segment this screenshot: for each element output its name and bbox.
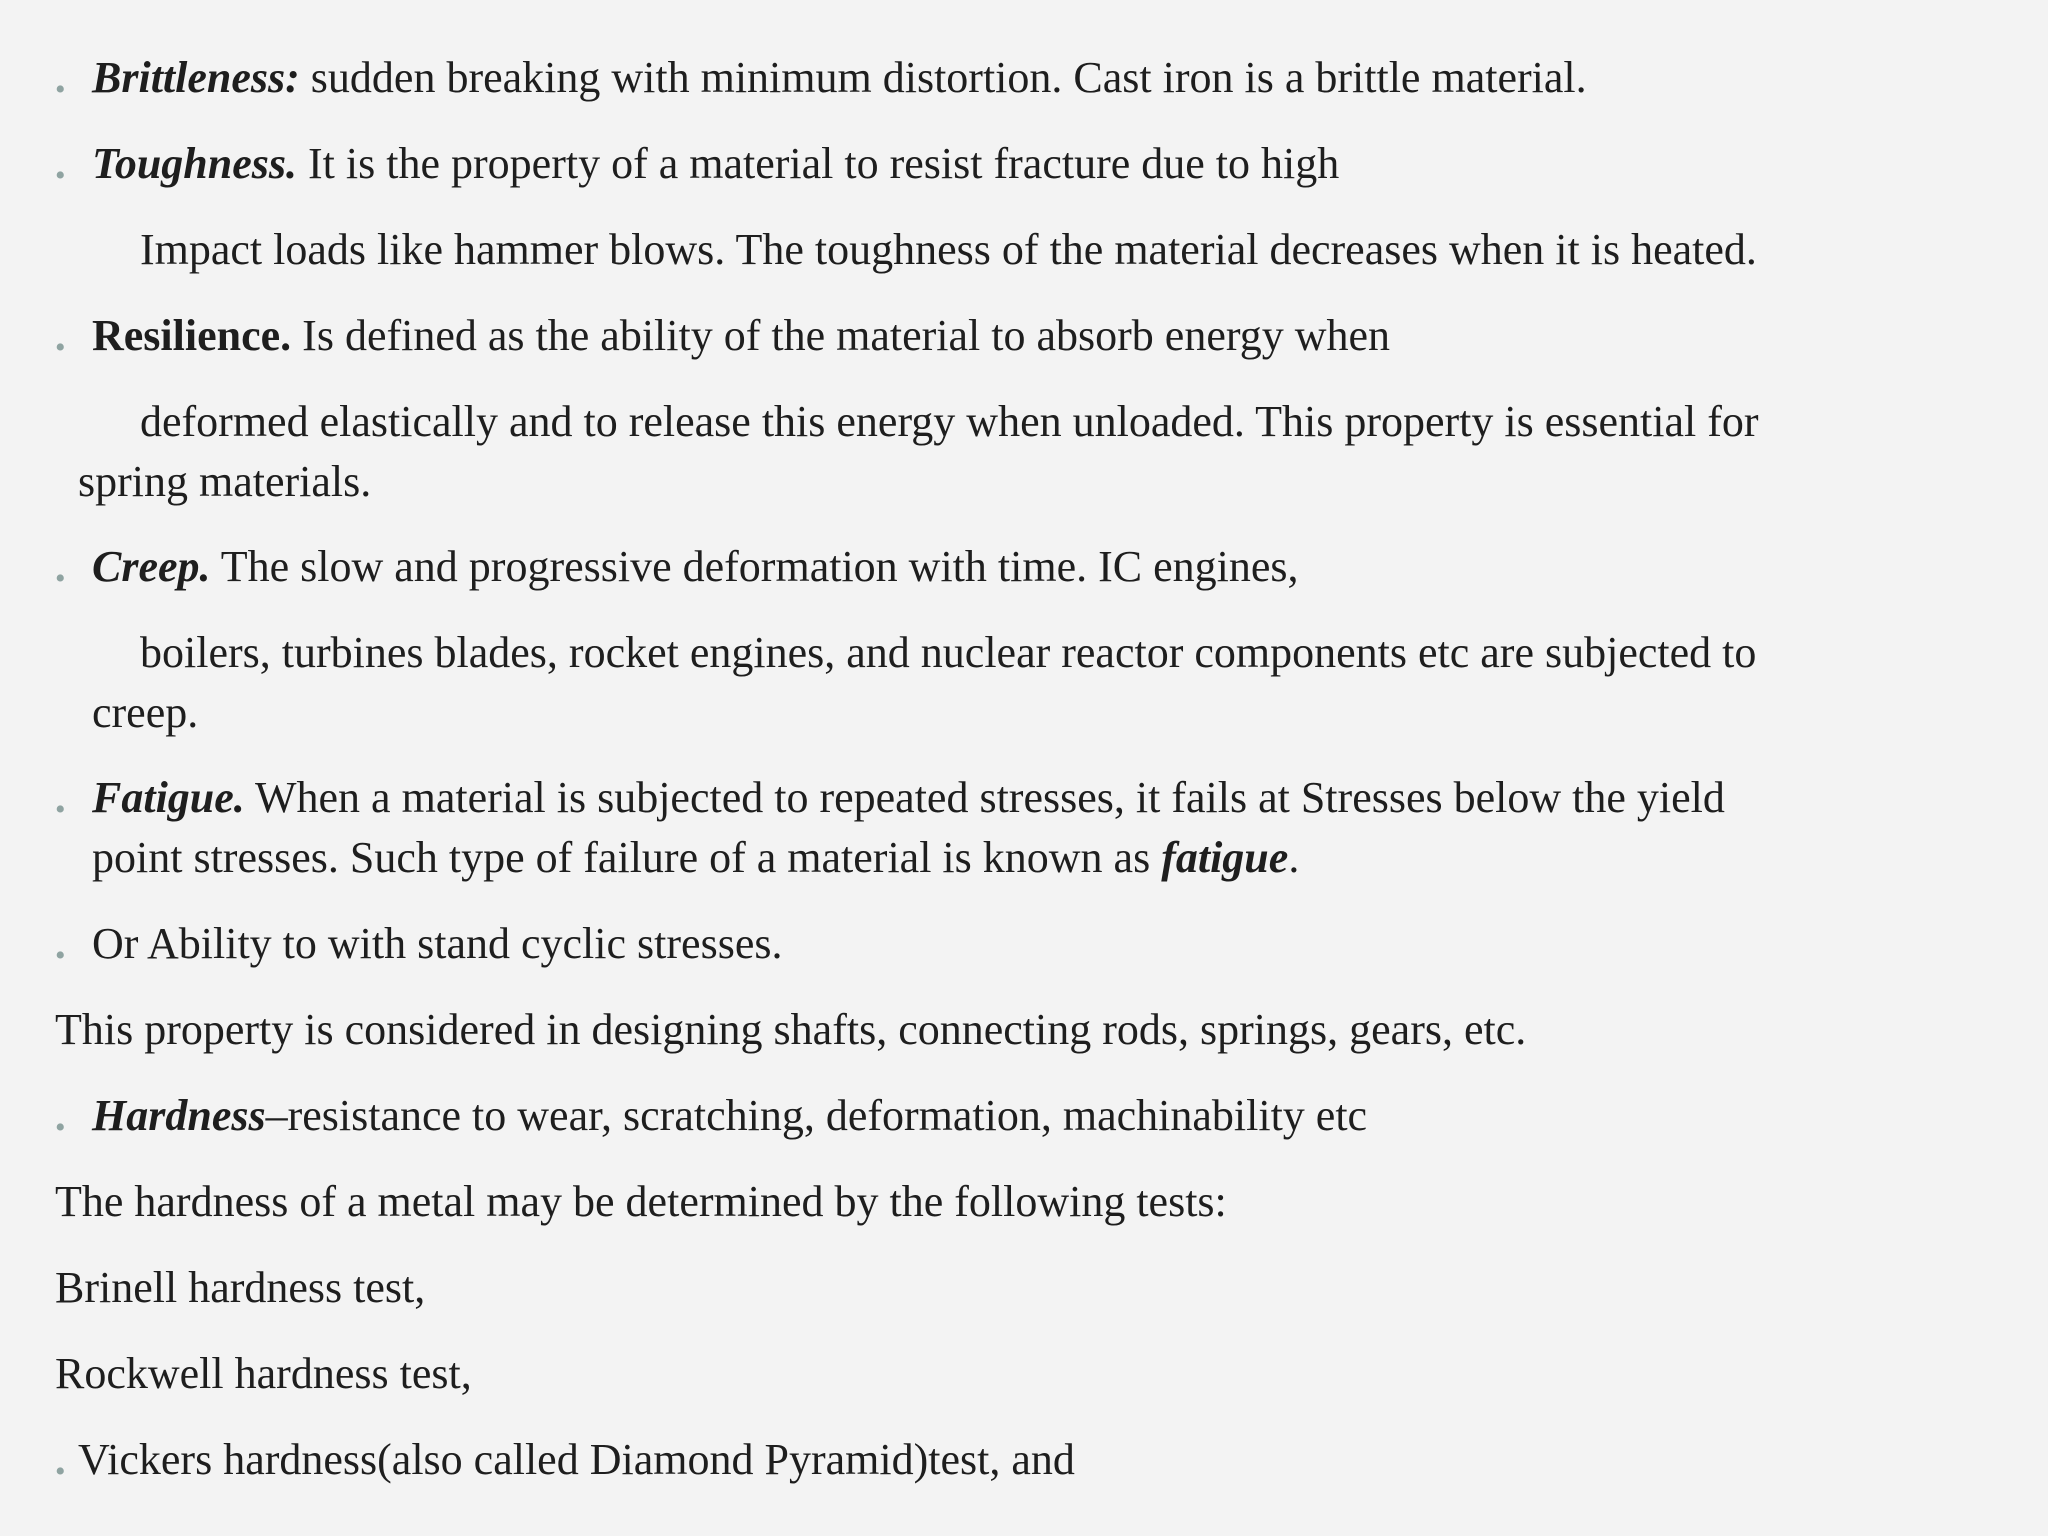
bullet-icon: • (55, 73, 66, 106)
vickers-test: Vickers hardness(also called Diamond Pyramid)test, and (78, 1435, 1075, 1484)
fatigue-continuation-text: point stresses. Such type of failure of a material is known as (92, 833, 1162, 882)
resilience-term: Resilience. (92, 311, 292, 360)
fatigue-design-note: This property is considered in designing shafts, connecting rods, springs, gears, etc. (55, 1005, 1527, 1054)
hardness-item (92, 1086, 1367, 1146)
bullet-icon: • (55, 562, 66, 595)
bullet-icon: • (55, 793, 66, 826)
brittleness-term: Brittleness: (92, 53, 300, 102)
rockwell-test: Rockwell hardness test, (55, 1349, 472, 1398)
brittleness-text: sudden breaking with minimum distortion. Cast iron is a brittle material. (299, 53, 1587, 102)
fatigue-text: When a material is subjected to repeated stresses, it fails at Stresses below the yield (244, 773, 1725, 822)
fatigue-emphasis: fatigue (1161, 833, 1289, 882)
bullet-icon: • (55, 939, 66, 972)
resilience-item (92, 306, 1390, 366)
fatigue-period: . (1288, 833, 1300, 882)
creep-item (92, 537, 1299, 597)
toughness-item (92, 134, 1339, 194)
toughness-term: Toughness. (92, 139, 298, 188)
hardness-text: –resistance to wear, scratching, deformation, machinability etc (265, 1091, 1368, 1140)
cyclic-item: Or Ability to with stand cyclic stresses. (92, 919, 783, 968)
bullet-icon: • (55, 1455, 66, 1488)
bullet-icon: • (55, 331, 66, 364)
fatigue-item (92, 768, 1725, 828)
fatigue-term: Fatigue. (92, 773, 245, 822)
resilience-continuation-2: spring materials. (78, 457, 372, 506)
creep-continuation: boilers, turbines blades, rocket engines, and nuclear reactor components etc are subjected to (140, 628, 1757, 677)
creep-text: The slow and progressive deformation with time. IC engines, (210, 542, 1299, 591)
resilience-text: Is defined as the ability of the material to absorb energy when (291, 311, 1391, 360)
hardness-term: Hardness (92, 1091, 266, 1140)
fatigue-continuation (92, 828, 1299, 888)
toughness-continuation: Impact loads like hammer blows. The toughness of the material decreases when it is heated. (140, 225, 1757, 274)
brinell-test: Brinell hardness test, (55, 1263, 426, 1312)
resilience-continuation: deformed elastically and to release this energy when unloaded. This property is essential for (140, 397, 1759, 446)
toughness-text: It is the property of a material to resist fracture due to high (297, 139, 1340, 188)
creep-continuation-2: creep. (92, 688, 199, 737)
hardness-tests-intro: The hardness of a metal may be determined by the following tests: (55, 1177, 1227, 1226)
creep-term: Creep. (92, 542, 211, 591)
bullet-icon: • (55, 1111, 66, 1144)
brittleness-item (92, 48, 1587, 108)
bullet-icon: • (55, 159, 66, 192)
